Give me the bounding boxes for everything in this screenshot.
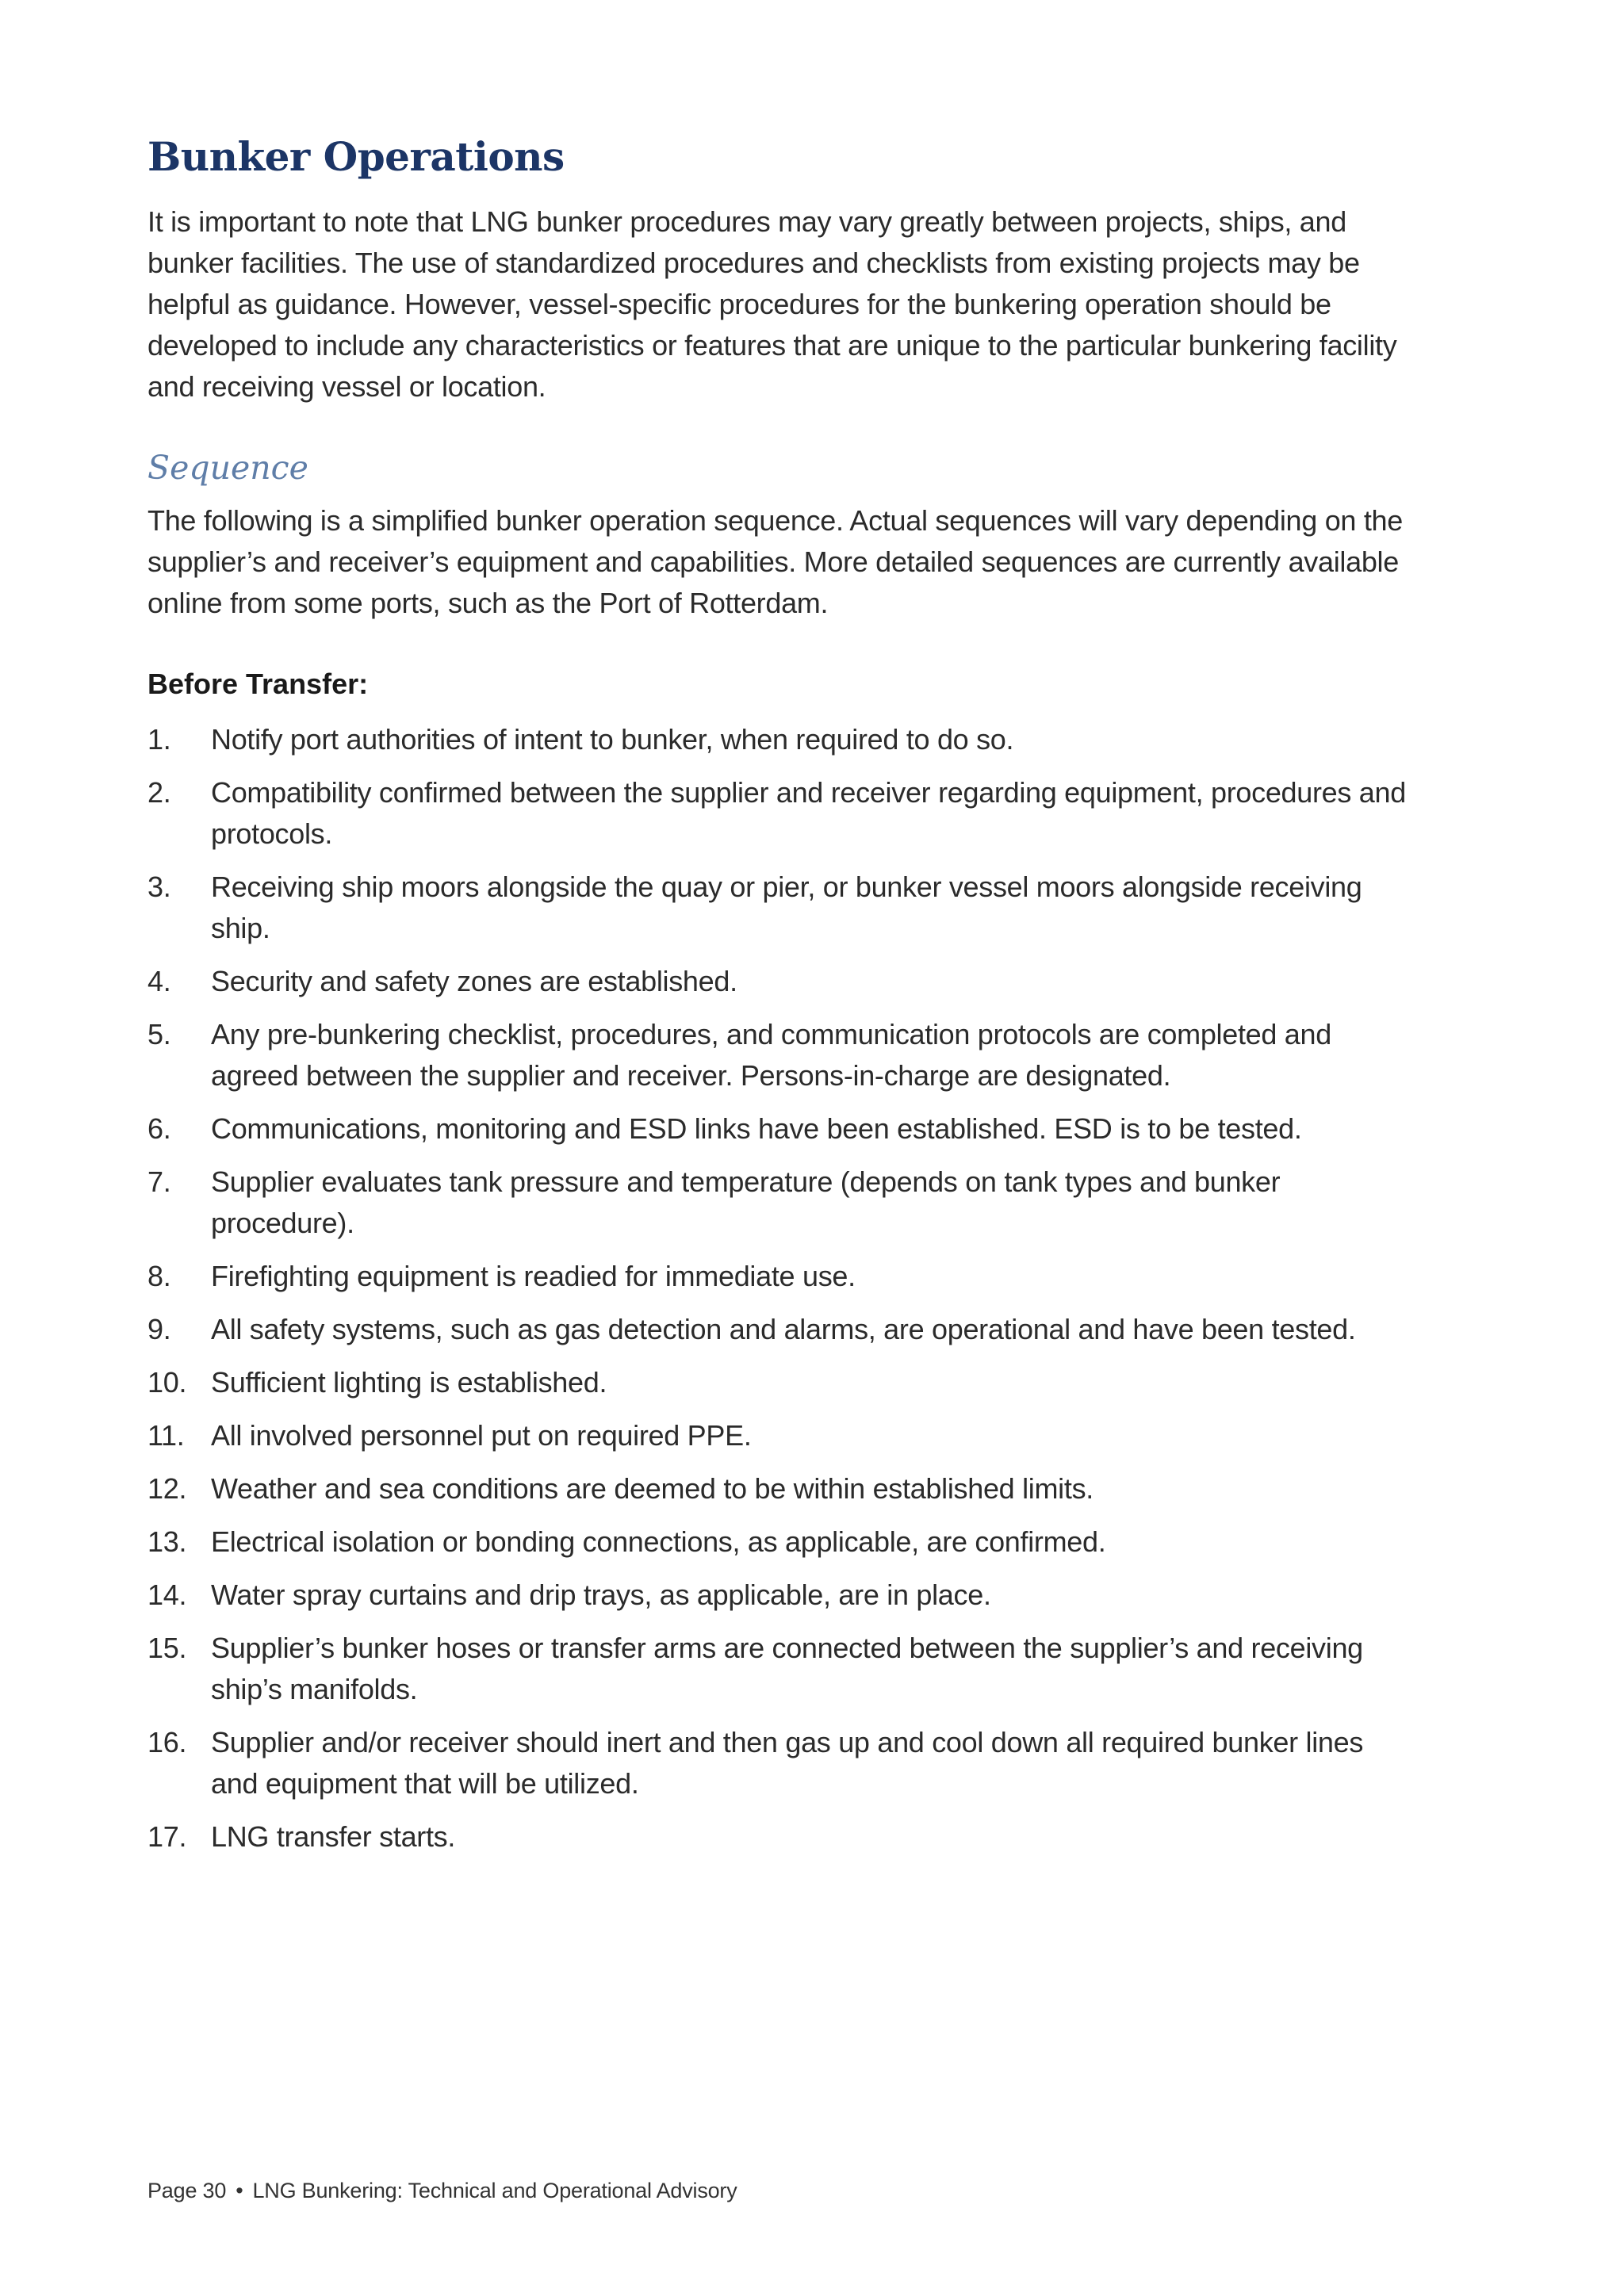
list-item-text: Any pre-bunkering checklist, procedures, and communication protocols are completed and agreed between the supplier and receiver. Persons-in-charge are designated. xyxy=(211,1018,1331,1093)
list-item-number: 12. xyxy=(147,1472,187,1506)
list-item-number: 10. xyxy=(147,1366,187,1399)
page-footer xyxy=(147,2179,737,2203)
list-item-number: 4. xyxy=(147,965,171,998)
list-item-number: 7. xyxy=(147,1165,171,1199)
list-item-text: Supplier and/or receiver should inert and then gas up and cool down all required bunker lines and equipment that will be utilized. xyxy=(211,1726,1364,1800)
list-item-text: All safety systems, such as gas detection and alarms, are operational and have been tested. xyxy=(211,1313,1356,1346)
list-item xyxy=(147,1521,1416,1563)
list-item-number: 14. xyxy=(147,1578,187,1612)
list-item-number: 1. xyxy=(147,723,171,756)
list-item xyxy=(147,1108,1416,1150)
page-title: Bunker Operations xyxy=(147,133,565,180)
list-item-text: Weather and sea conditions are deemed to be within established limits. xyxy=(211,1472,1094,1506)
list-item-text: LNG transfer starts. xyxy=(211,1820,456,1854)
before-transfer-heading: Before Transfer: xyxy=(147,668,369,701)
list-item-number: 6. xyxy=(147,1112,171,1146)
list-item-number: 13. xyxy=(147,1525,187,1559)
footer-separator: • xyxy=(236,2179,243,2202)
sequence-heading: Sequence xyxy=(147,449,308,487)
list-item xyxy=(147,1468,1416,1510)
list-item xyxy=(147,1309,1416,1350)
list-item xyxy=(147,1256,1416,1297)
list-item-text: Security and safety zones are established. xyxy=(211,965,737,998)
list-item-text: Electrical isolation or bonding connections, as applicable, are confirmed. xyxy=(211,1525,1106,1559)
list-item-number: 15. xyxy=(147,1632,187,1665)
list-item-text: Notify port authorities of intent to bunker, when required to do so. xyxy=(211,723,1014,756)
page-content xyxy=(147,133,1416,1869)
list-item-number: 9. xyxy=(147,1313,171,1346)
intro-paragraph: It is important to note that LNG bunker procedures may vary greatly between projects, ships, and bunker facilities. The use of standardized procedures and checklists from existing projects may be helpful as guidance. However, vessel-specific procedures for the bunkering operation should be developed to include any characteristics or features that are unique to the particular bunkering facility and receiving vessel or location. xyxy=(147,205,1397,403)
list-item-number: 5. xyxy=(147,1018,171,1051)
list-item-text: Water spray curtains and drip trays, as applicable, are in place. xyxy=(211,1578,991,1612)
document-title: LNG Bunkering: Technical and Operational Advisory xyxy=(252,2179,737,2202)
list-item-text: All involved personnel put on required PPE. xyxy=(211,1419,752,1452)
list-item xyxy=(147,1816,1416,1858)
list-item-number: 16. xyxy=(147,1726,187,1759)
list-item xyxy=(147,1161,1416,1244)
list-item xyxy=(147,1575,1416,1616)
list-item-number: 17. xyxy=(147,1820,187,1854)
list-item-text: Compatibility confirmed between the supplier and receiver regarding equipment, procedures and protocols. xyxy=(211,776,1406,851)
list-item-text: Firefighting equipment is readied for immediate use. xyxy=(211,1260,856,1293)
list-item xyxy=(147,1014,1416,1096)
page-number: Page 30 xyxy=(147,2179,227,2202)
list-item-number: 8. xyxy=(147,1260,171,1293)
list-item xyxy=(147,772,1416,855)
list-item-text: Receiving ship moors alongside the quay or pier, or bunker vessel moors alongside receiving ship. xyxy=(211,871,1362,945)
list-item-number: 2. xyxy=(147,776,171,809)
list-item xyxy=(147,1362,1416,1403)
list-item-number: 11. xyxy=(147,1419,185,1452)
sequence-paragraph: The following is a simplified bunker operation sequence. Actual sequences will vary depending on the supplier’s and receiver’s equipment and capabilities. More detailed sequences are currently available online from some ports, such as the Port of Rotterdam. xyxy=(147,504,1403,620)
list-item-number: 3. xyxy=(147,871,171,904)
list-item-text: Supplier’s bunker hoses or transfer arms are connected between the supplier’s and receiving ship’s manifolds. xyxy=(211,1632,1363,1706)
before-transfer-list xyxy=(147,719,1416,1858)
list-item xyxy=(147,1415,1416,1456)
list-item-text: Supplier evaluates tank pressure and temperature (depends on tank types and bunker procedure). xyxy=(211,1165,1281,1240)
list-item xyxy=(147,1628,1416,1710)
list-item xyxy=(147,1722,1416,1804)
list-item-text: Communications, monitoring and ESD links have been established. ESD is to be tested. xyxy=(211,1112,1302,1146)
list-item xyxy=(147,961,1416,1002)
list-item xyxy=(147,867,1416,949)
list-item-text: Sufficient lighting is established. xyxy=(211,1366,607,1399)
list-item xyxy=(147,719,1416,760)
